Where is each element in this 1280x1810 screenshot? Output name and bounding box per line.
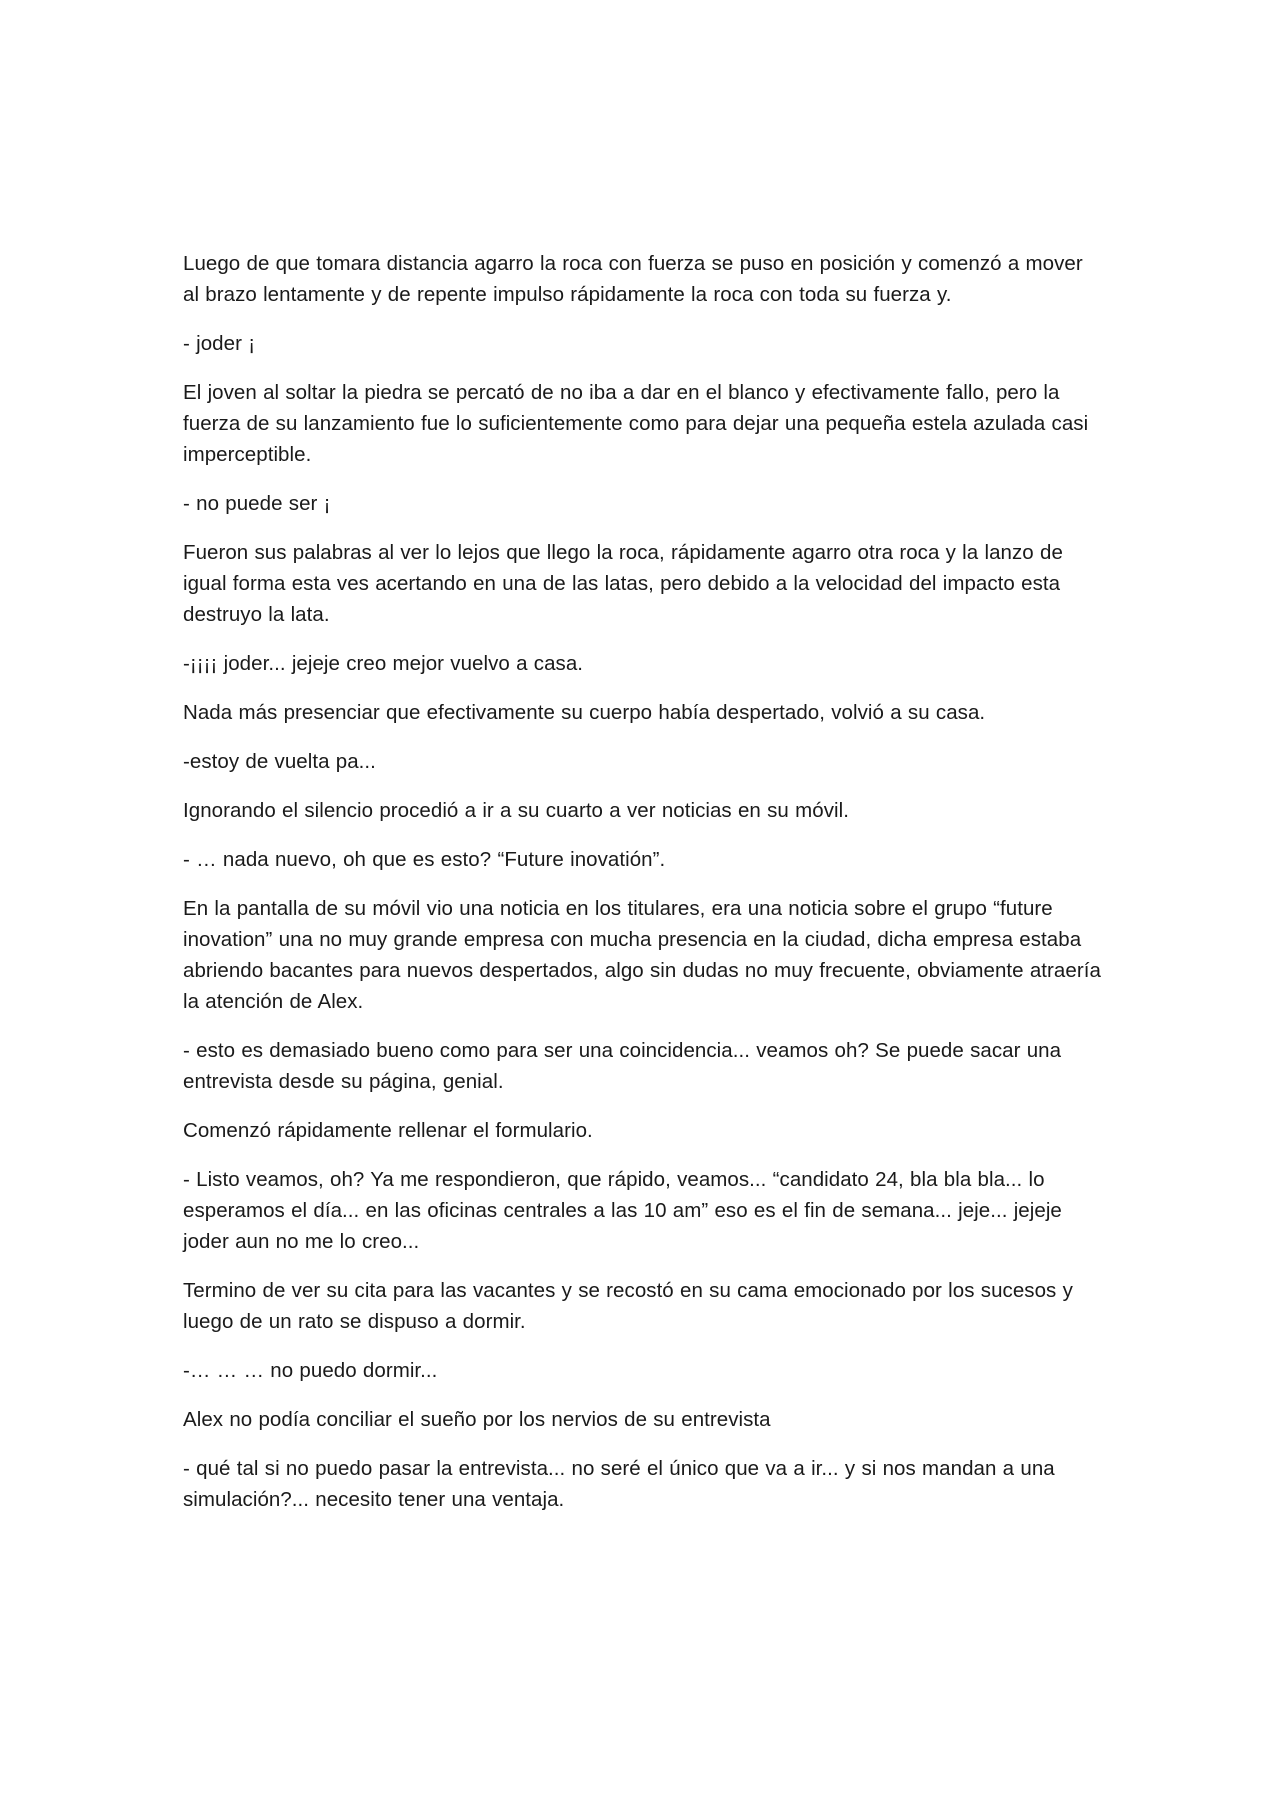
paragraph: - no puede ser ¡ [183,492,331,515]
document-body [183,248,1103,1533]
paragraph: En la pantalla de su móvil vio una noticia en los titulares, era una noticia sobre el grupo “future inovation” una no muy grande empresa con mucha presencia en la ciudad, dicha empresa estaba abriendo bacantes para nuevos despertados, algo sin dudas no muy frecuente, obviamente atraería la atención de Alex. [183,897,1101,1013]
paragraph: - qué tal si no puedo pasar la entrevista... no seré el único que va a ir... y si nos mandan a una simulación?... necesito tener una ventaja. [183,1457,1055,1511]
paragraph: Alex no podía conciliar el sueño por los nervios de su entrevista [183,1408,771,1431]
paragraph: -… … … no puedo dormir... [183,1359,438,1382]
paragraph: Luego de que tomara distancia agarro la roca con fuerza se puso en posición y comenzó a mover al brazo lentamente y de repente impulso rápidamente la roca con toda su fuerza y. [183,252,1083,306]
paragraph: Comenzó rápidamente rellenar el formulario. [183,1119,593,1142]
paragraph: Ignorando el silencio procedió a ir a su cuarto a ver noticias en su móvil. [183,799,849,822]
paragraph: - joder ¡ [183,332,256,355]
paragraph: Termino de ver su cita para las vacantes y se recostó en su cama emocionado por los sucesos y luego de un rato se dispuso a dormir. [183,1279,1073,1333]
paragraph: - … nada nuevo, oh que es esto? “Future inovatión”. [183,848,666,871]
paragraph: - esto es demasiado bueno como para ser una coincidencia... veamos oh? Se puede sacar una entrevista desde su página, genial. [183,1039,1062,1093]
paragraph: Nada más presenciar que efectivamente su cuerpo había despertado, volvió a su casa. [183,701,986,724]
paragraph: El joven al soltar la piedra se percató de no iba a dar en el blanco y efectivamente fallo, pero la fuerza de su lanzamiento fue lo suficientemente como para dejar una pequeña estela azulada casi imperceptible. [183,381,1089,466]
paragraph: Fueron sus palabras al ver lo lejos que llego la roca, rápidamente agarro otra roca y la lanzo de igual forma esta ves acertando en una de las latas, pero debido a la velocidad del impacto esta destruyo la lata. [183,541,1063,626]
paragraph: - Listo veamos, oh? Ya me respondieron, que rápido, veamos... “candidato 24, bla bla bla... lo esperamos el día... en las oficinas centrales a las 10 am” eso es el fin de semana... jeje... jejeje joder aun no me lo creo... [183,1168,1062,1253]
paragraph: -estoy de vuelta pa... [183,750,376,773]
paragraph: -¡¡¡¡ joder... jejeje creo mejor vuelvo a casa. [183,652,584,675]
